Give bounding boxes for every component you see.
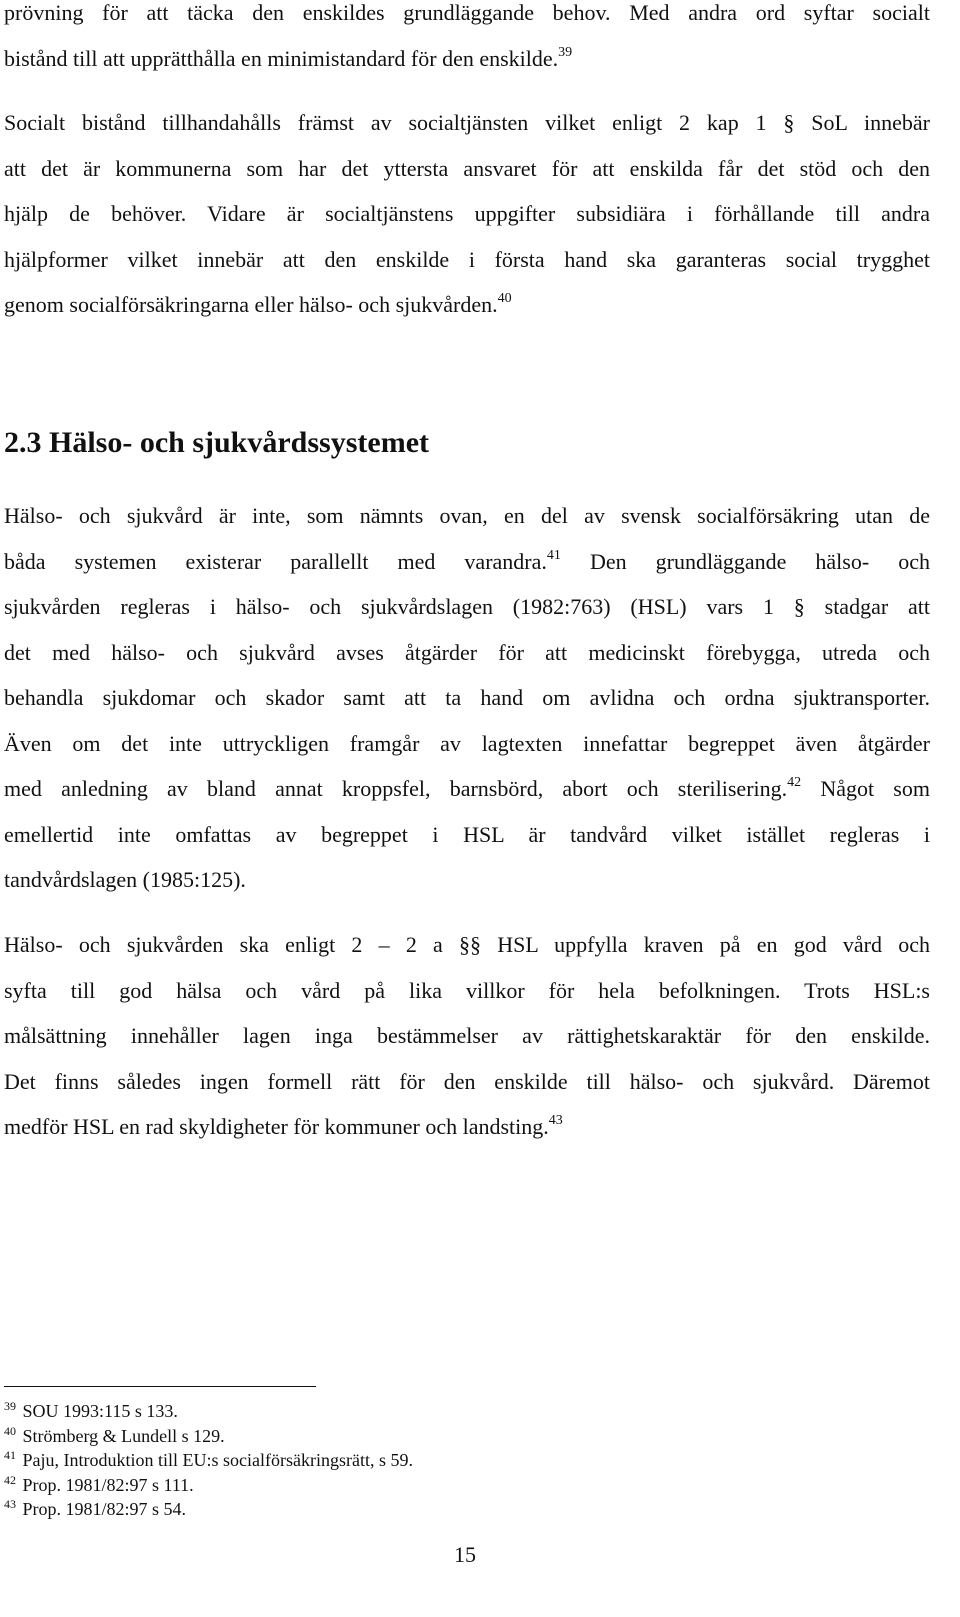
- text-line: [4, 36, 930, 82]
- footnote-divider: [4, 1386, 316, 1387]
- paragraph-health-care: [4, 493, 930, 903]
- footnote-ref-43[interactable]: 43: [548, 1113, 563, 1128]
- text-line: syfta till god hälsa och vård på lika villkor för hela befolkningen. Trots HSL:s: [4, 977, 930, 1003]
- text-run: med anledning av bland annat kroppsfel, barnsbörd, abort och sterilisering.: [4, 776, 788, 801]
- paragraph-social-assistance: [4, 100, 930, 328]
- footnote-number: 40: [4, 1423, 16, 1438]
- footnote-number: 39: [4, 1399, 16, 1413]
- paragraph-continuation: [4, 0, 930, 81]
- text-run: bistånd till att upprätthålla en minimistandard för den enskilde.: [4, 45, 559, 71]
- footnote-text: Prop. 1981/82:97 s 54.: [22, 1499, 187, 1519]
- footnote-number: 41: [4, 1448, 16, 1462]
- page-number: 15: [454, 1542, 476, 1567]
- footnote-text: SOU 1993:115 s 133.: [22, 1401, 178, 1421]
- text-line: behandla sjukdomar och skador samt att ta hand om avlidna och ordna sjuktransporter.: [4, 685, 930, 710]
- text-line: tandvårdslagen (1985:125).: [4, 867, 246, 892]
- footnote-item: [4, 1497, 413, 1522]
- footnote-text: Strömberg & Lundell s 129.: [22, 1425, 225, 1446]
- text-line: det med hälso- och sjukvård avses åtgärder för att medicinskt förebygga, utreda och: [4, 639, 930, 665]
- text-line: Även om det inte uttryckligen framgår av lagtexten innefattar begreppet även åtgärder: [4, 730, 930, 756]
- text-line: [4, 282, 930, 328]
- text-run: Något som: [801, 776, 930, 801]
- footnote-number: 43: [4, 1497, 16, 1511]
- text-line: [4, 1104, 930, 1150]
- text-line: [4, 539, 930, 585]
- footnote-text: Paju, Introduktion till EU:s socialförsäkringsrätt, s 59.: [22, 1450, 413, 1470]
- text-line: [4, 766, 930, 812]
- text-line: målsättning innehåller lagen inga bestämmelser av rättighetskaraktär för den enskilde.: [4, 1023, 930, 1048]
- text-run: Den grundläggande hälso- och: [560, 548, 930, 574]
- text-run: medför HSL en rad skyldigheter för kommuner och landsting.: [4, 1114, 549, 1139]
- footnote-ref-42[interactable]: 42: [787, 775, 802, 790]
- paragraph-hsl-goals: [4, 922, 930, 1150]
- text-line: hjälp de behöver. Vidare är socialtjänstens uppgifter subsidiära i förhållande till andra: [4, 201, 930, 226]
- text-line: Socialt bistånd tillhandahålls främst av socialtjänsten vilket enligt 2 kap 1 § SoL innebär: [4, 110, 930, 135]
- footnote-text: Prop. 1981/82:97 s 111.: [22, 1474, 194, 1495]
- text-run: båda systemen existerar parallellt med varandra.: [4, 548, 547, 574]
- text-line: Hälso- och sjukvården ska enligt 2 – 2 a §§ HSL uppfylla kraven på en god vård och: [4, 932, 930, 957]
- text-run: genom socialförsäkringarna eller hälso- och sjukvården.: [4, 292, 498, 317]
- footnote-item: [4, 1399, 413, 1424]
- footnote-ref-41[interactable]: 41: [546, 547, 561, 563]
- footnote-ref-40[interactable]: 40: [497, 291, 512, 306]
- text-line: emellertid inte omfattas av begreppet i HSL är tandvård vilket istället regleras i: [4, 821, 930, 847]
- text-line: hjälpformer vilket innebär att den enskilde i första hand ska garanteras social trygghet: [4, 246, 930, 272]
- text-line: Hälso- och sjukvård är inte, som nämnts ovan, en del av svensk socialförsäkring utan de: [4, 503, 930, 528]
- text-line: Det finns således ingen formell rätt för den enskilde till hälso- och sjukvård. Däremot: [4, 1068, 930, 1094]
- footnote-item: [4, 1473, 413, 1498]
- footnote-ref-39[interactable]: 39: [558, 44, 573, 60]
- text-line: sjukvården regleras i hälso- och sjukvårdslagen (1982:763) (HSL) vars 1 § stadgar att: [4, 594, 930, 619]
- text-line: prövning för att täcka den enskildes grundläggande behov. Med andra ord syftar socialt: [4, 0, 930, 25]
- footnote-list: [4, 1399, 413, 1522]
- text-line: att det är kommunerna som har det yttersta ansvaret för att enskilda får det stöd och den: [4, 155, 930, 181]
- footnote-number: 42: [4, 1472, 16, 1487]
- footnote-item: [4, 1448, 413, 1473]
- section-heading: 2.3 Hälso- och sjukvårdssystemet: [4, 426, 429, 459]
- footnote-item: [4, 1424, 413, 1449]
